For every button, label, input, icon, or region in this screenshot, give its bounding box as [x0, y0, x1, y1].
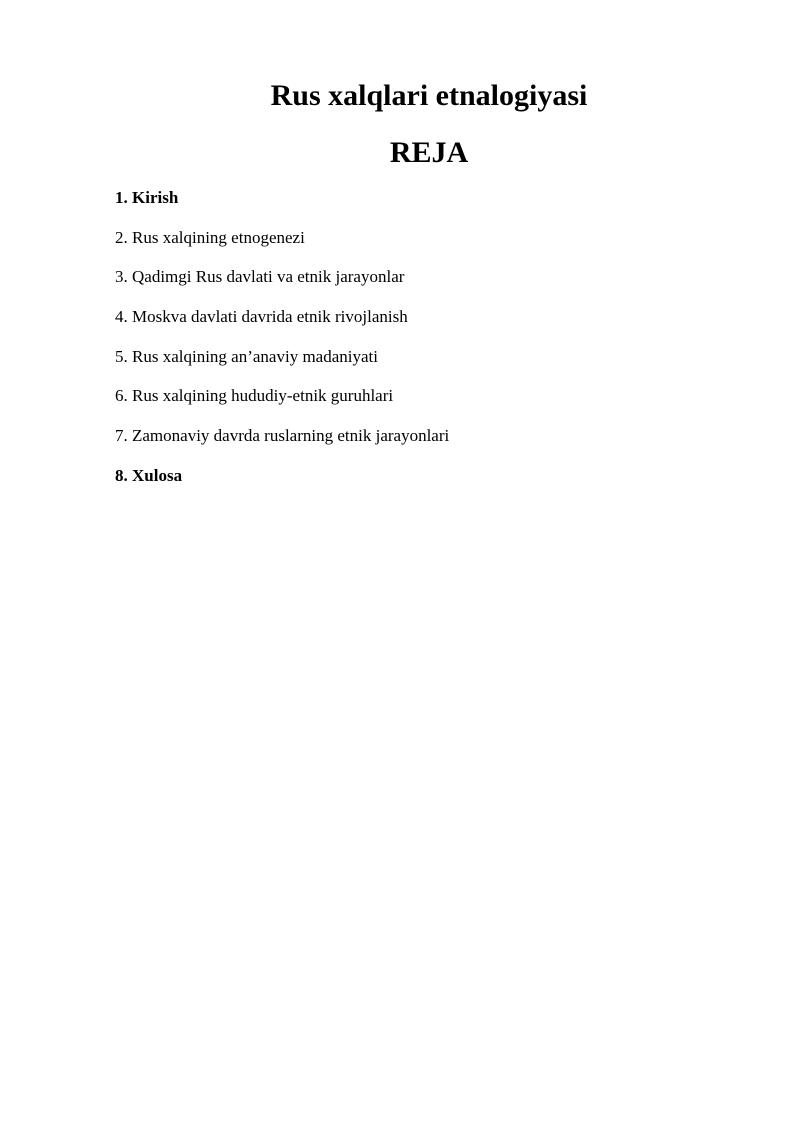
plan-item-modern-processes: 7. Zamonaviy davrda ruslarning etnik jarayonlari — [115, 426, 450, 446]
plan-item-introduction: 1. Kirish — [115, 188, 179, 207]
plan-item-ethnogenesis: 2. Rus xalqining etnogenezi — [115, 227, 305, 247]
plan-item-ancient-rus: 3. Qadimgi Rus davlati va etnik jarayonlar — [115, 267, 405, 287]
document-title: Rus xalqlari etnalogiyasi — [270, 79, 588, 112]
plan-item-regional-groups: 6. Rus xalqining hududiy-etnik guruhlari — [115, 386, 394, 406]
plan-item-traditional-culture: 5. Rus xalqining an’anaviy madaniyati — [115, 346, 378, 366]
plan-heading: REJA — [389, 136, 469, 169]
plan-item-moscow-state: 4. Moskva davlati davrida etnik rivojlanish — [115, 307, 408, 327]
plan-item-conclusion: 8. Xulosa — [115, 465, 183, 485]
plan-list — [115, 187, 449, 505]
